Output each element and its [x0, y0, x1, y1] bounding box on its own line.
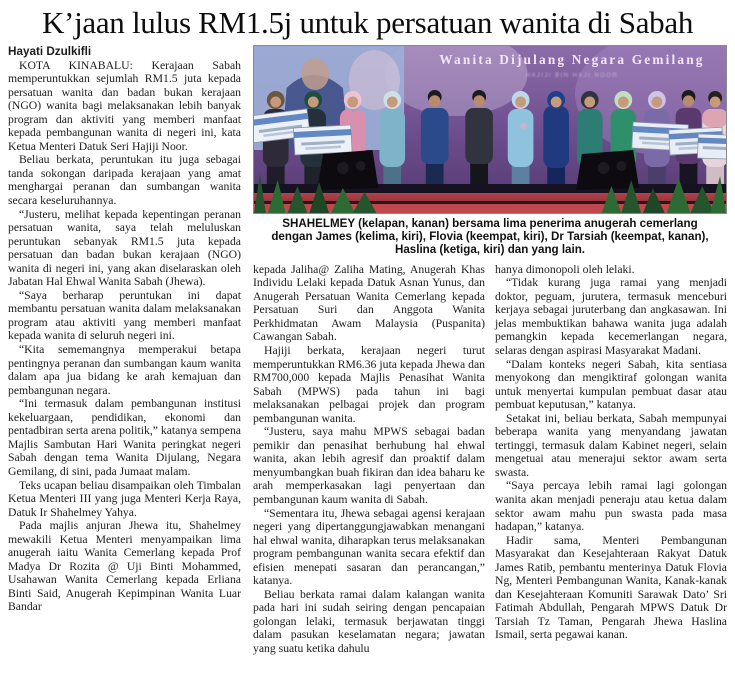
paragraph: “Justeru, saya mahu MPWS sebagai badan pemikir dan penasihat berhubung hal ehwal wanita, akan lebih agresif dan proaktif dalam menyumbangkan buah fikiran dan idea baharu ke arah memperkasakan lagi penyertaan dan pembangunan kaum wanita di Sabah. [253, 425, 485, 507]
paragraph: “Kita sememangnya memperakui betapa pentingnya peranan dan sumbangan kaum wanita dalam apa jua bidang ke arah kemajuan dan pembangunan negara. [8, 343, 241, 397]
paragraph: “Saya berharap peruntukan ini dapat membantu persatuan wanita dalam melaksanakan program atau aktiviti yang memberi manfaat kepada wanita di seluruh negeri ini. [8, 288, 241, 343]
paragraph: hanya dimonopoli oleh lelaki. [495, 262, 635, 276]
article-headline: K’jaan lulus RM1.5j untuk persatuan wanita di Sabah [41, 5, 694, 40]
article-body [8, 45, 727, 656]
paragraph: Beliau berkata, peruntukan itu juga sebagai tanda sokongan daripada kerajaan yang amat menghargai peranan dan sumbangan wanita secara keseluruhannya. [8, 153, 241, 208]
byline: Hayati Dzulkifli [8, 45, 92, 58]
photo-caption: SHAHELMEY (kelapan, kanan) bersama lima penerima anugerah cemerlang dengan James (kelima, kiri), Flovia (keempat, kiri), Dr Tarsiah (keempat, kanan), Haslina (ketiga, kiri) dan yang lain. [271, 217, 709, 256]
text-column-2 [253, 263, 485, 656]
photo-and-columns [253, 45, 727, 656]
speaker-right [576, 150, 639, 190]
text-column-1 [8, 45, 241, 614]
speaker-left [317, 150, 378, 190]
stage-photo [253, 45, 727, 214]
paragraph: “Dalam konteks negeri Sabah, kita sentiasa menyokong dan mengiktiraf golongan wanita untuk menyertai kumpulan pembuat dasar atau pembuat keputusan,” katanya. [495, 357, 727, 412]
paragraph: kepada Jaliha@ Zaliha Mating, Anugerah Khas Individu Lelaki kepada Datuk Asnan Yunus, dan Anugerah Persatuan Wanita Cemerlang kepada Persatuan Suri dan Anggota Wanita Perkhidmatan Awam Malaysia (Puspanita) Cawangan Sabah. [253, 262, 485, 344]
paragraph: “Tidak kurang juga ramai yang menjadi doktor, peguam, jurutera, termasuk menceburi kerjaya sebagai juruterbang dan angkasawan. Ini jelas membuktikan bahawa wanita juga adalah pemangkin kepada kecemerlangan negara, selaras dengan aspirasi Masyarakat Madani. [495, 276, 727, 357]
paragraph: Hajiji berkata, kerajaan negeri turut memperuntukkan RM6.36 juta kepada Jhewa dan RM700,000 kepada Majlis Penasihat Wanita Sabah (MPWS) pada tahun ini bagi melaksanakan pelbagai projek dan program pembangunan wanita. [253, 344, 485, 425]
banner-title: Wanita Dijulang Negara Gemilang [439, 51, 705, 68]
stage-photo-illustration [254, 46, 726, 213]
paragraph: “Ini termasuk dalam pembangunan institusi kekeluargaan, pendidikan, ekonomi dan pentadbiran serta arena politik,” katanya sempena Majlis Sambutan Hari Wanita peringkat negeri Sabah dengan tema Wanita Dijulang, Negara Gemilang, di sini, pada Jumaat malam. [8, 397, 241, 478]
banner-subtitle: HAJIJI BIN HAJI NOOR [525, 71, 619, 80]
paragraph: Teks ucapan beliau disampaikan oleh Timbalan Ketua Menteri III yang juga Menteri Kerja Raya, Datuk Ir Shahelmey Yahya. [8, 478, 241, 519]
text-column-3 [495, 263, 727, 656]
paragraph: “Sementara itu, Jhewa sebagai agensi kerajaan negeri yang dipertanggungjawabkan menangani hal ehwal wanita, diharapkan terus melaksanakan program pembangunan wanita secara efektif dan efisien menepati sasaran dan perancangan,” katanya. [253, 506, 485, 588]
paragraph: “Saya percaya lebih ramai lagi golongan wanita akan menjadi peneraju atau ketua dalam sektor awam mahu pun swasta pada masa hadapan,” katanya. [495, 479, 727, 534]
lower-columns [253, 263, 727, 656]
paragraph: KOTA KINABALU: Kerajaan Sabah memperuntukkan sejumlah RM1.5 juta kepada persatuan wanita dan badan bukan kerajaan (NGO) wanita bagi melaksanakan lebih banyak program dan aktiviti yang memberi manfaat kepada pembangunan wanita di negeri ini, kata Ketua Menteri Datuk Seri Hajiji Noor. [8, 58, 241, 153]
paragraph: Pada majlis anjuran Jhewa itu, Shahelmey mewakili Ketua Menteri menyampaikan lima anugerah iaitu Wanita Cemerlang kepada Prof Madya Dr Rozita @ Uji Binti Mohammed, Usahawan Wanita Cemerlang kepada Erliana Binti Said, Anugerah Kepimpinan Wanita Luar Bandar [8, 519, 241, 614]
paragraph: Beliau berkata ramai dalam kalangan wanita pada hari ini sudah seiring dengan pencapaian golongan lelaki, termasuk berjawatan tinggi dalam pasukan keselamatan negara; jawatan yang suatu ketika dahulu [253, 587, 485, 656]
paragraph: Hadir sama, Menteri Pembangunan Masyarakat dan Kesejahteraan Rakyat Datuk James Ratib, pembantu menterinya Datuk Flovia Ng, Menteri Pembangunan Wanita, Kanak-kanak dan Kesejahteraan Komuniti Sarawak Dato’ Sri Fatimah Abdullah, Pengarah MPWS Datuk Dr Tarsiah Tz Taman, Pengarah Jhewa Haslina Ismail, serta pegawai kanan. [495, 533, 727, 642]
paragraph: Setakat ini, beliau berkata, Sabah mempunyai beberapa wanita yang menyandang jawatan tertinggi, termasuk dalam Kabinet negeri, selain mengetuai atau menerajui sektor awam serta swasta. [495, 411, 727, 479]
paragraph: “Justeru, melihat kepada kepentingan peranan persatuan wanita, saya telah meluluskan peruntukan sebanyak RM1.5 juta kepada persatuan dan badan bukan kerajaan (NGO) wanita di negeri ini, yang akan diselaraskan oleh Jabatan Hal Ehwal Wanita Sabah (Jhewa). [8, 207, 241, 289]
